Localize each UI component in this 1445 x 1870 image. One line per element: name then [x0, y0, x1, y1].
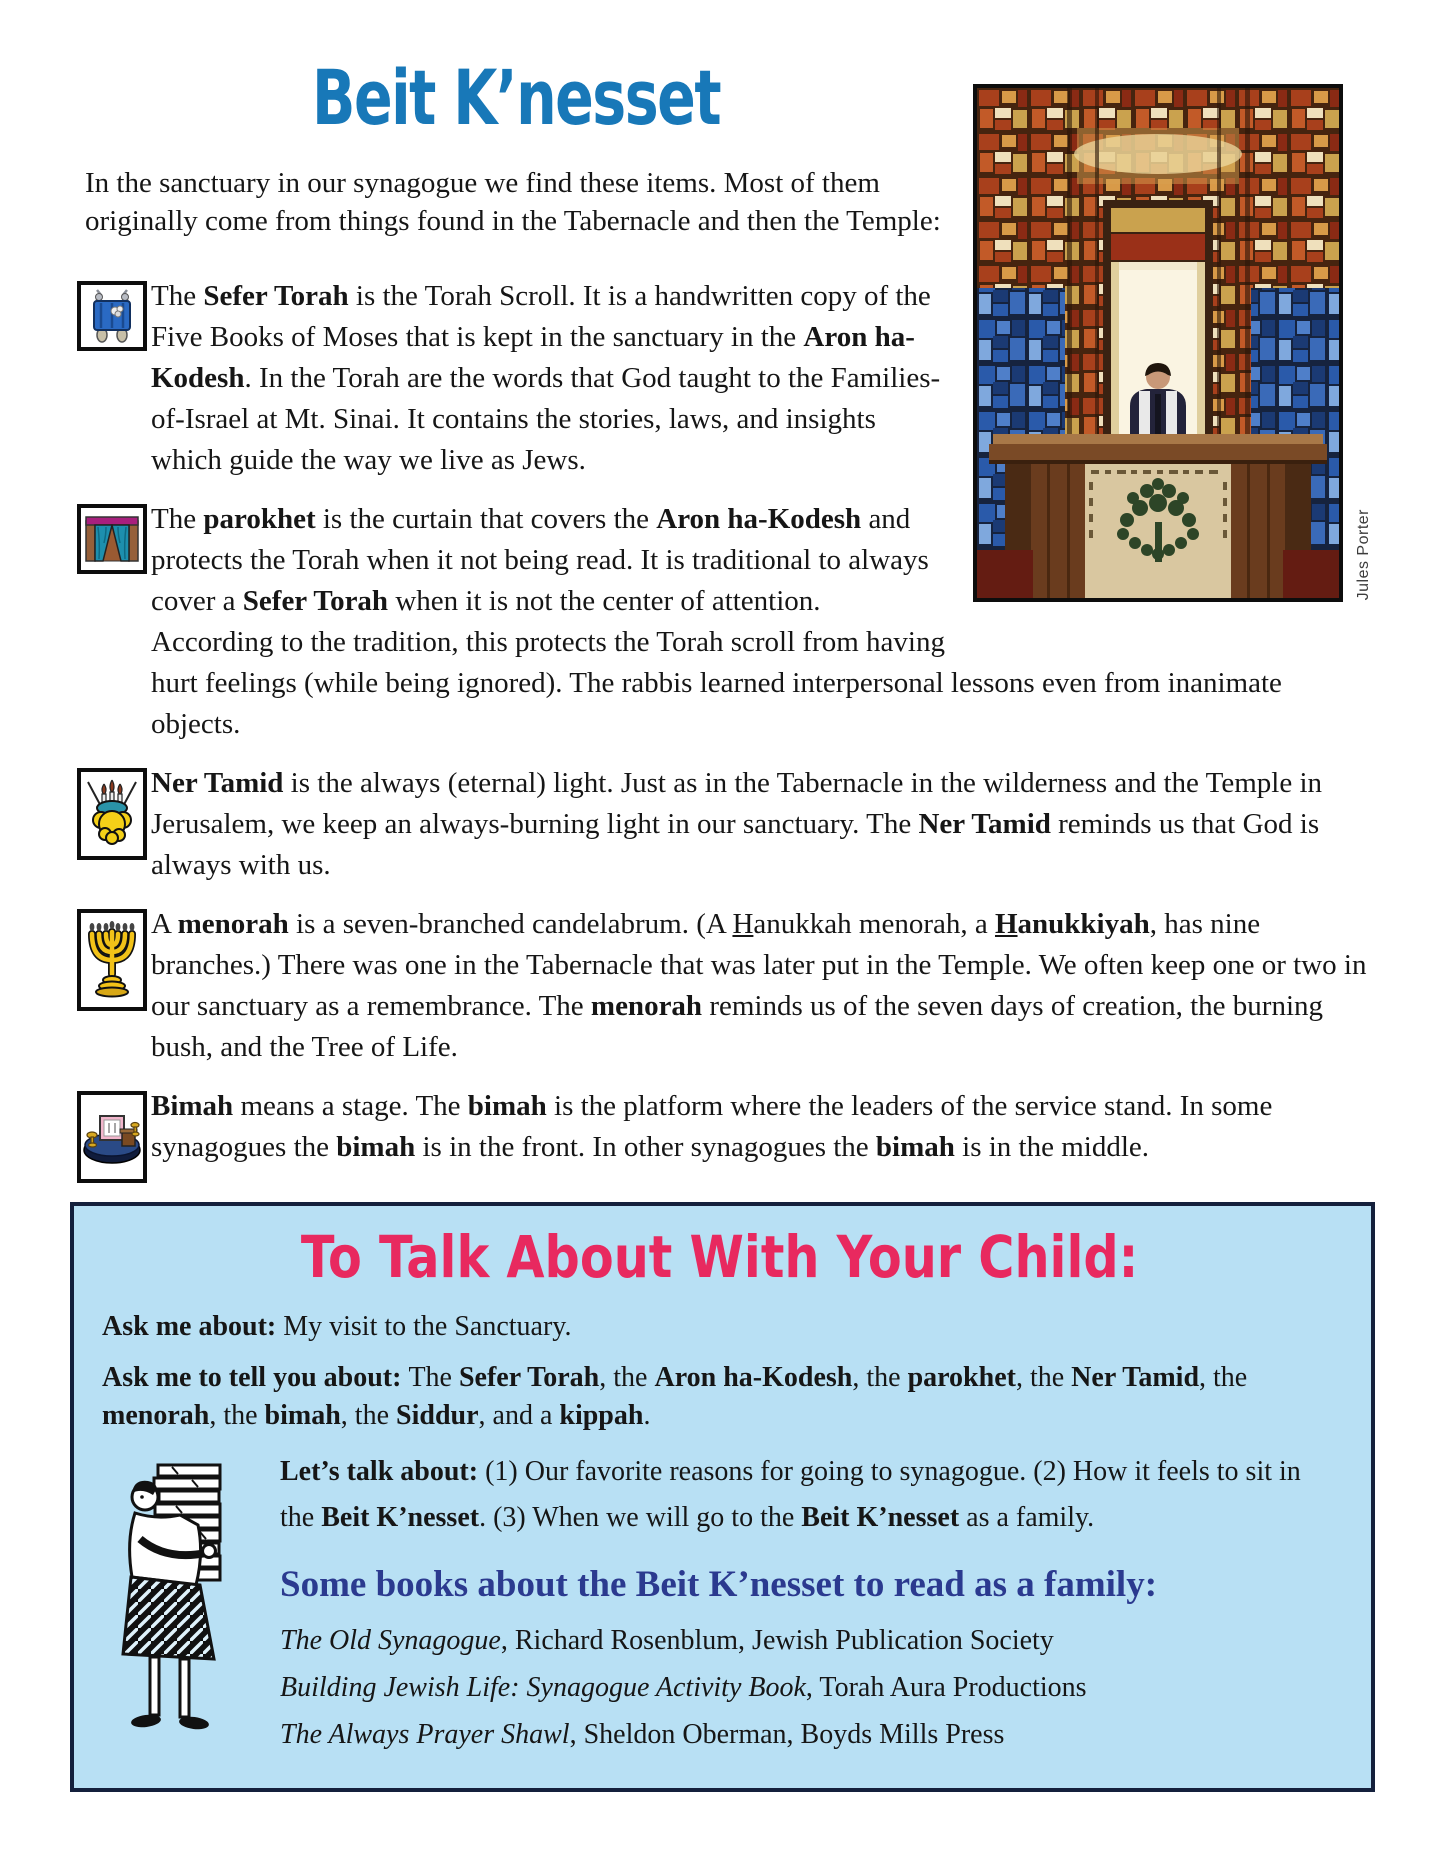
ask-me-to-tell-line: Ask me to tell you about: The Sefer Torah, the Aron ha-Kodesh, the parokhet, the Ner Tamid, the menorah, the bimah, the Siddur, and a kippah.	[102, 1361, 1248, 1431]
lets-talk-line: Let’s talk about: (1) Our favorite reasons for going to synagogue. (2) How it feels to sit in the Beit K’nesset. (3) When we will go to the Beit K’nesset as a family.	[280, 1455, 1301, 1533]
item-bimah	[85, 1086, 1375, 1168]
item-sefer-torah	[85, 276, 1375, 481]
parokhet-icon	[77, 504, 147, 574]
ask-me-about-line: Ask me about: My visit to the Sanctuary.	[102, 1310, 572, 1342]
book-line: The Always Prayer Shawl, Sheldon Oberman, Boyds Mills Press	[280, 1718, 1005, 1750]
page-title: Beit K’nesset	[311, 53, 721, 142]
ner-tamid-icon	[77, 768, 147, 860]
talk-heading-wrap	[102, 1222, 1337, 1291]
item-text: The Sefer Torah is the Torah Scroll. It is a handwritten copy of the Five Books of Moses that is kept in the sanctuary in the Aron ha-Kodesh. In the Torah are the words that God taught to the Families-of-Israel at Mt. Sinai. It contains the stories, laws, and insights which guide the way we live as Jews.	[151, 279, 941, 476]
item-parokhet	[85, 499, 1375, 745]
menorah-icon	[77, 909, 147, 1011]
book-line: The Old Synagogue, Richard Rosenblum, Jewish Publication Society	[280, 1624, 1054, 1656]
talk-heading: To Talk About With Your Child:	[300, 1222, 1139, 1291]
item-text: A menorah is a seven-branched candelabrum. (A Hanukkah menorah, a Hanukkiyah, has nine branches.) There was one in the Tabernacle that was later put in the Temple. We often keep one or two in our sanctuary as a remembrance. The menorah reminds us of the seven days of creation, the burning bush, and the Tree of Life.	[151, 907, 1367, 1063]
photo-credit: Jules Porter	[1355, 508, 1372, 600]
item-text: The parokhet is the curtain that covers the Aron ha-Kodesh and protects the Torah when it not being read. It is traditional to always cover a Sefer Torah when it is not the center of attention. According to the tradition, this protects the Torah scroll from having hurt feelings (while being ignored). The rabbis learned interpersonal lessons even from inanimate objects.	[151, 502, 1282, 740]
item-menorah	[85, 904, 1375, 1068]
talk-about-box	[70, 1202, 1375, 1792]
page-title-wrap	[85, 53, 965, 142]
item-text: Ner Tamid is the always (eternal) light. Just as in the Tabernacle in the wilderness and the Temple in Jerusalem, we keep an always-burning light in our sanctuary. The Ner Tamid reminds us that God is always with us.	[151, 766, 1322, 881]
item-ner-tamid	[85, 763, 1375, 886]
sefer-torah-icon	[77, 281, 147, 351]
book-line: Building Jewish Life: Synagogue Activity Book, Torah Aura Productions	[280, 1671, 1087, 1703]
book-carrier-illustration	[112, 1458, 252, 1742]
books-heading: Some books about the Beit K’nesset to read as a family:	[280, 1563, 1158, 1605]
intro-paragraph: In the sanctuary in our synagogue we find these items. Most of them originally come from things found in the Tabernacle and then the Temple:	[85, 166, 941, 237]
bimah-icon	[77, 1091, 147, 1183]
item-text: Bimah means a stage. The bimah is the platform where the leaders of the service stand. In some synagogues the bimah is in the front. In other synagogues the bimah is in the middle.	[151, 1089, 1273, 1163]
